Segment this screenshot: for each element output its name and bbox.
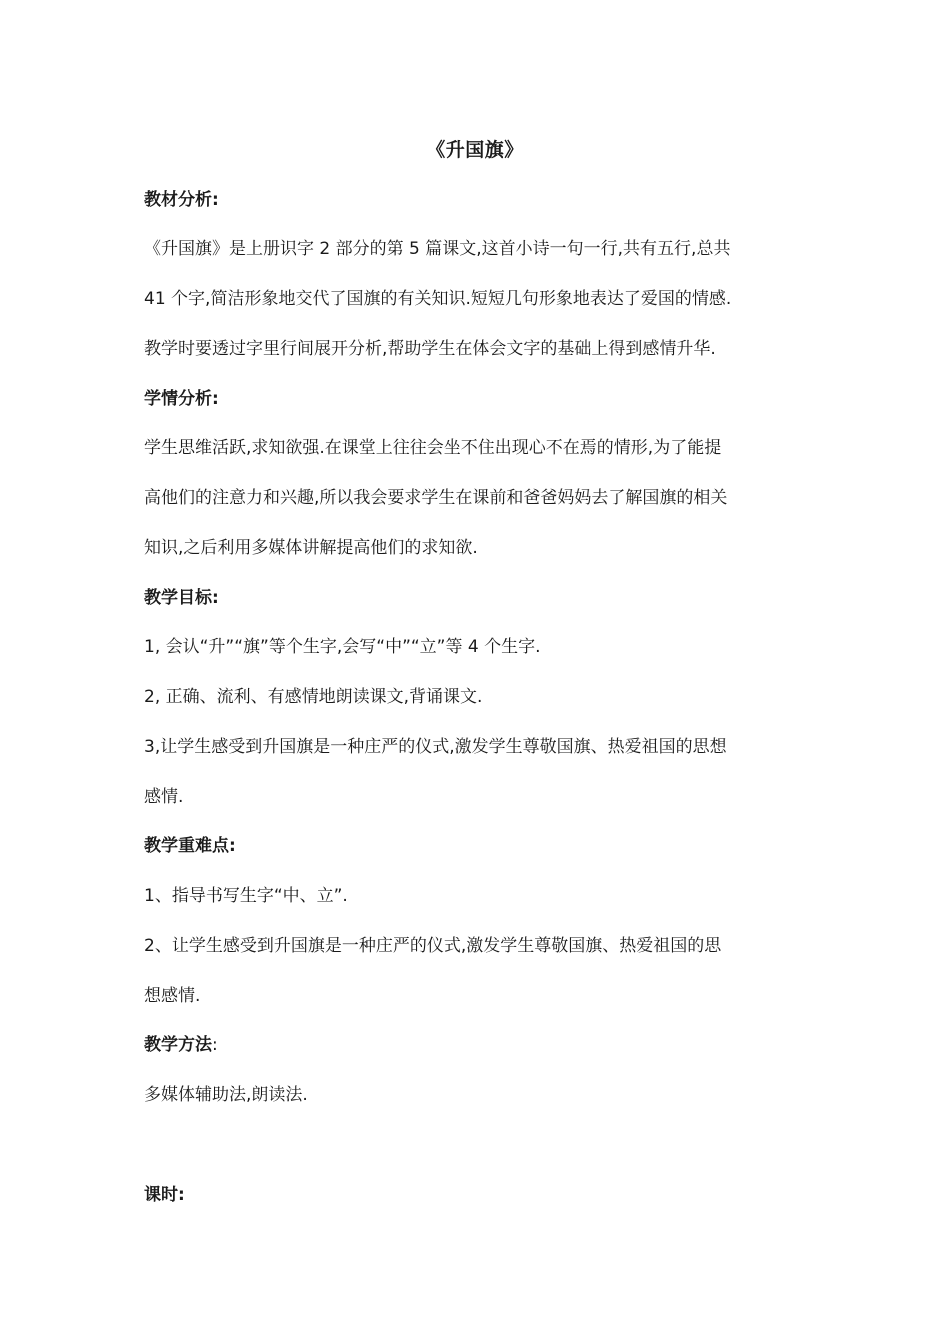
student-analysis-line-3: 知识,之后利用多媒体讲解提高他们的求知欲. — [144, 538, 478, 558]
teaching-methods-heading-text: 教学方法 — [144, 1035, 212, 1055]
teaching-goals-line-4: 感情. — [144, 787, 184, 807]
teaching-methods-heading-colon: : — [212, 1035, 218, 1055]
teaching-goals-line-2: 2, 正确、流利、有感情地朗读课文,背诵课文. — [144, 687, 483, 707]
section-heading-student-analysis: 学情分析: — [144, 389, 219, 409]
student-analysis-line-2: 高他们的注意力和兴趣,所以我会要求学生在课前和爸爸妈妈去了解国旗的相关 — [144, 488, 728, 508]
section-heading-class-hours: 课时: — [144, 1185, 185, 1205]
material-analysis-line-2: 41 个字,简洁形象地交代了国旗的有关知识.短短几句形象地表达了爱国的情感. — [144, 289, 732, 309]
material-analysis-line-1: 《升国旗》是上册识字 2 部分的第 5 篇课文,这首小诗一句一行,共有五行,总共 — [144, 239, 731, 259]
teaching-goals-line-1: 1, 会认“升”“旗”等个生字,会写“中”“立”等 4 个生字. — [144, 637, 541, 657]
key-difficulties-line-2: 2、让学生感受到升国旗是一种庄严的仪式,激发学生尊敬国旗、热爱祖国的思 — [144, 936, 722, 956]
material-analysis-line-3: 教学时要透过字里行间展开分析,帮助学生在体会文字的基础上得到感情升华. — [144, 339, 716, 359]
section-heading-teaching-goals: 教学目标: — [144, 588, 219, 608]
key-difficulties-line-3: 想感情. — [144, 986, 201, 1006]
section-heading-teaching-methods — [144, 1028, 824, 1062]
student-analysis-line-1: 学生思维活跃,求知欲强.在课堂上往往会坐不住出现心不在焉的情形,为了能提 — [144, 438, 722, 458]
teaching-methods-line-1: 多媒体辅助法,朗读法. — [144, 1085, 308, 1105]
teaching-goals-line-3: 3,让学生感受到升国旗是一种庄严的仪式,激发学生尊敬国旗、热爱祖国的思想 — [144, 737, 727, 757]
document-title: 《升国旗》 — [426, 139, 524, 161]
section-heading-key-difficulties: 教学重难点: — [144, 836, 236, 856]
section-heading-material-analysis: 教材分析: — [144, 190, 219, 210]
key-difficulties-line-1: 1、指导书写生字“中、立”. — [144, 886, 348, 906]
